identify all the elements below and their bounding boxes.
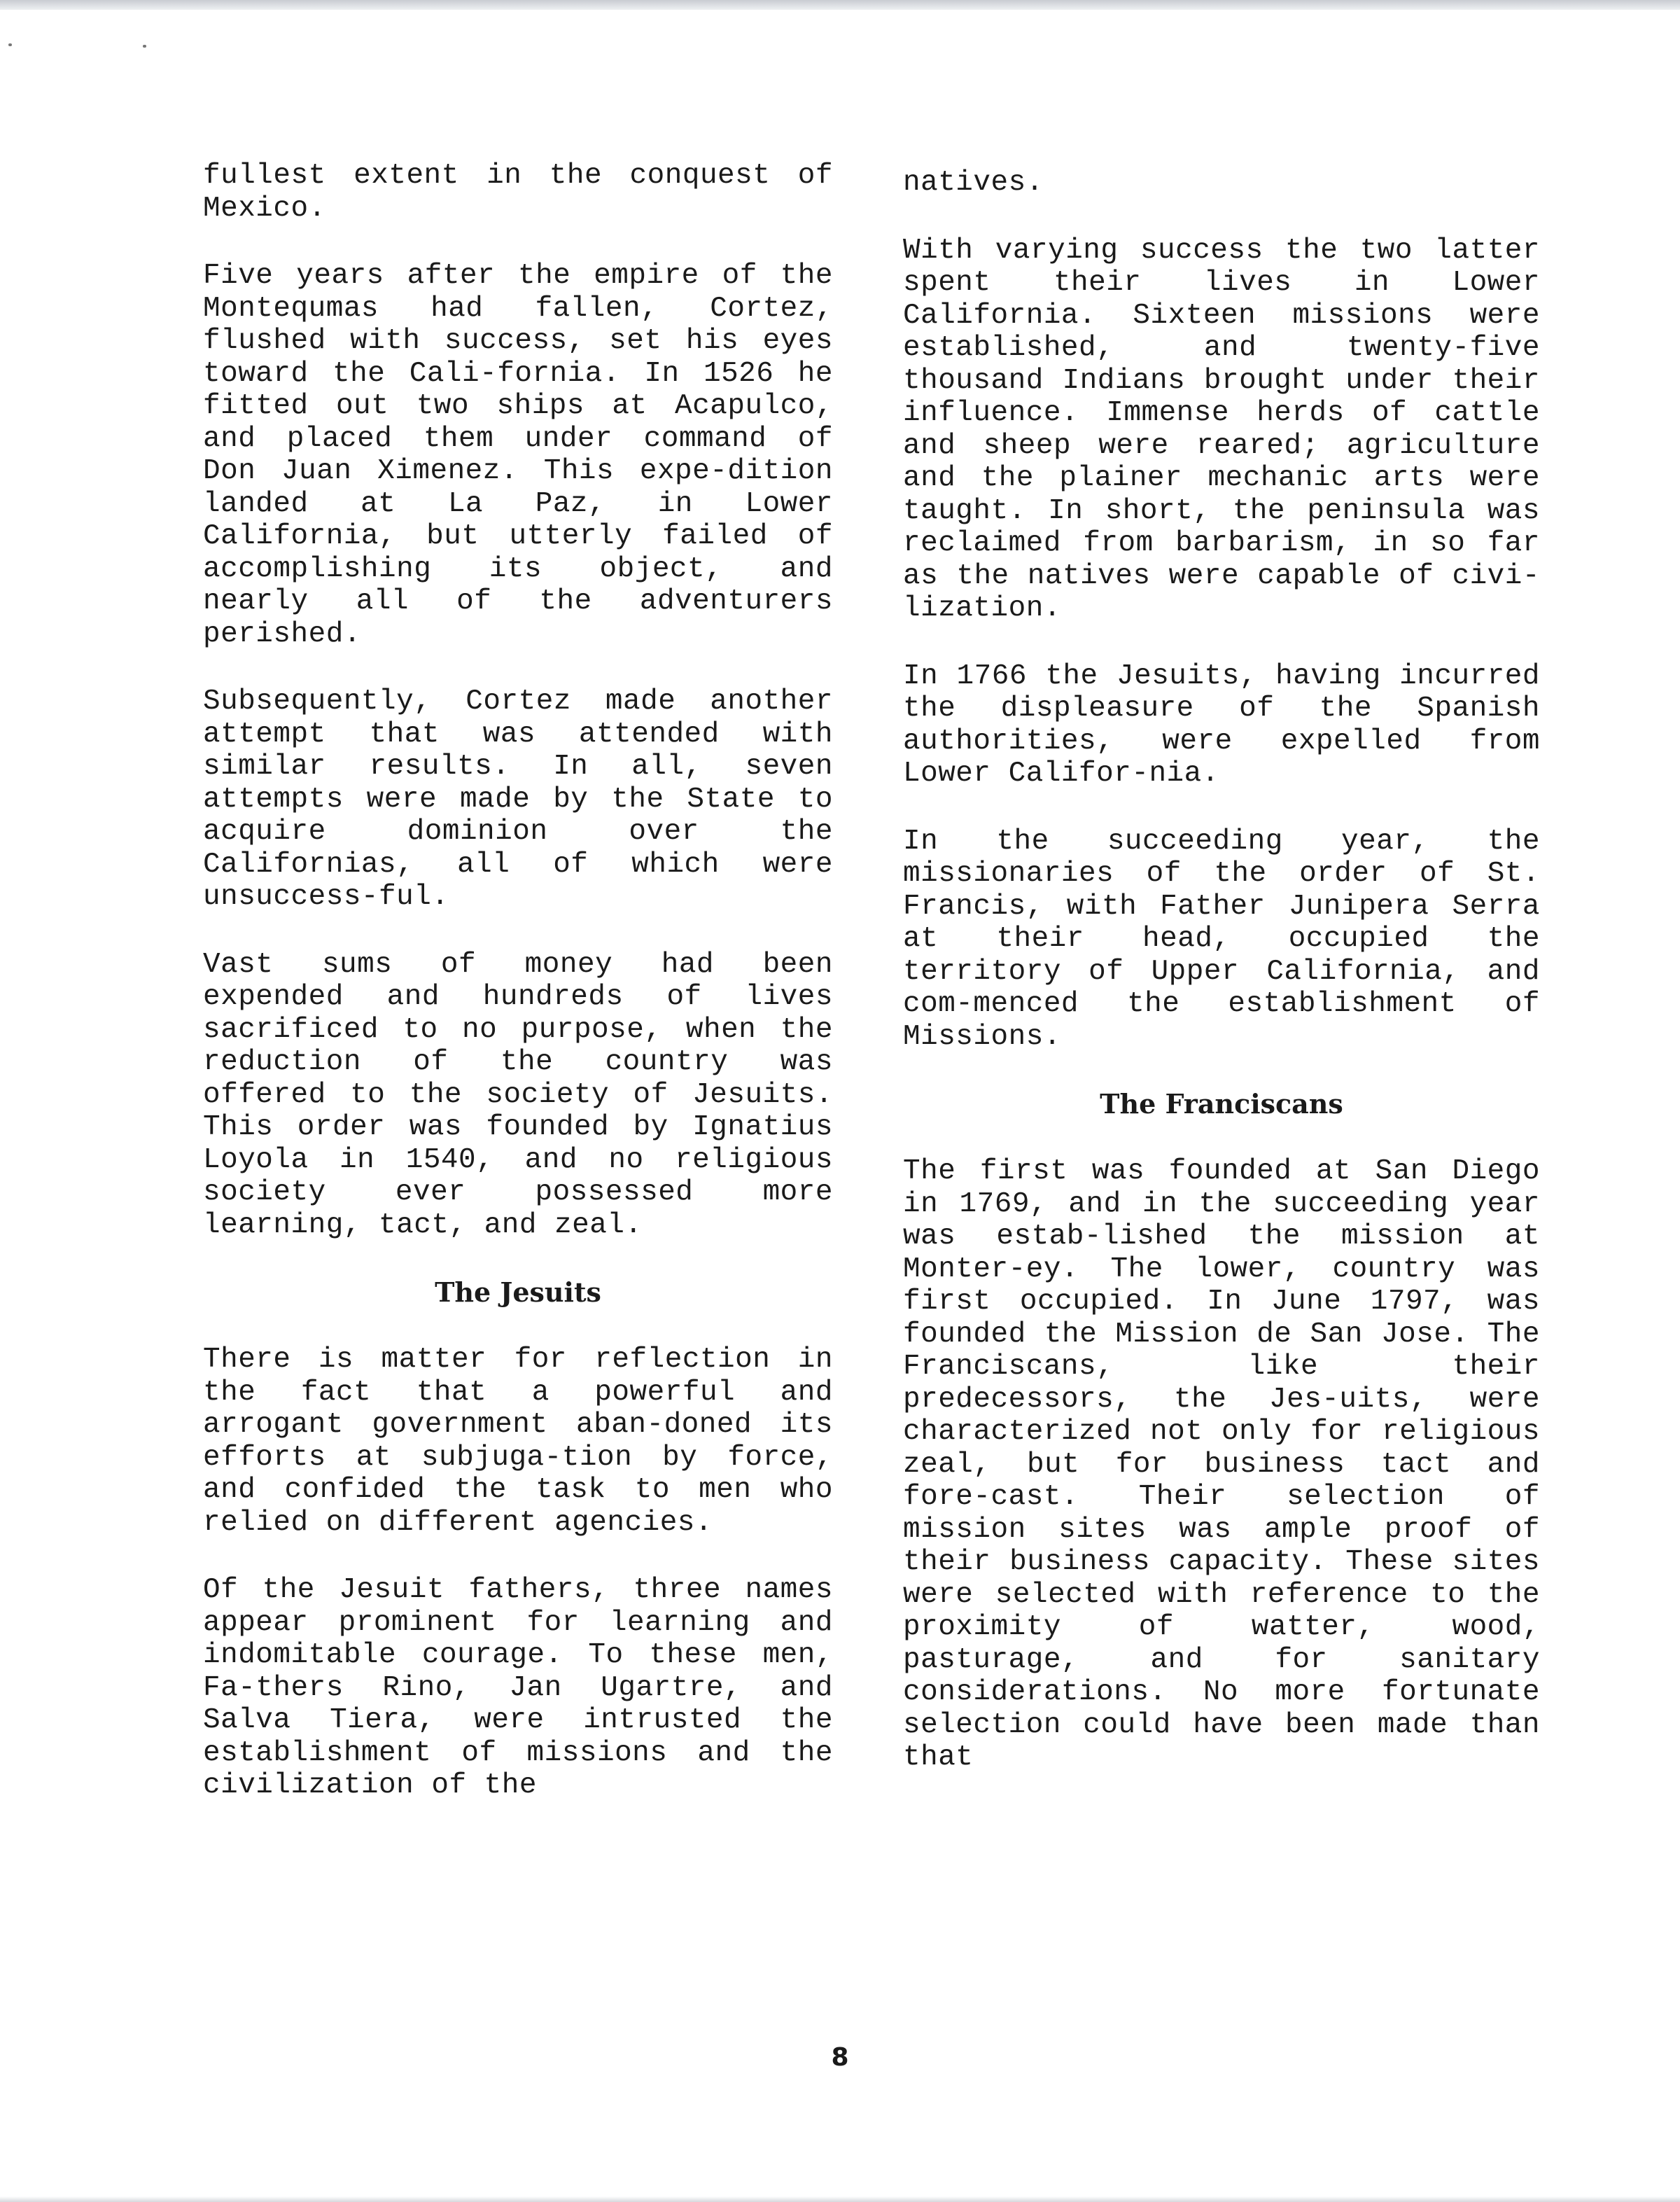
- scan-speck: [8, 43, 12, 46]
- left-column: [203, 160, 833, 1837]
- right-paragraph-2: With varying success the two latter spent their lives in Lower California. Sixteen missions were established, and twenty-five thousand Indians brought under their influence. Immense herds of cattle and sheep were reared; agriculture and the plainer mechanic arts were taught. In short, the peninsula was reclaimed from barbarism, in so far as the natives were capable of civi-lization.: [903, 234, 1540, 625]
- scan-top-edge: [0, 0, 1680, 10]
- scan-speck: [143, 45, 146, 48]
- left-paragraph-1: fullest extent in the conquest of Mexico.: [203, 160, 833, 225]
- right-column: [903, 167, 1540, 1809]
- section-heading-jesuits: The Jesuits: [435, 1276, 601, 1308]
- left-paragraph-3: Subsequently, Cortez made another attempt that was attended with similar results. In all, seven attempts were made by the State to acquire dominion over the Californias, all of which were unsuccess-ful.: [203, 685, 833, 913]
- left-paragraph-2: Five years after the empire of the Montequmas had fallen, Cortez, flushed with success, set his eyes toward the Cali-fornia. In 1526 he fitted out two ships at Acapulco, and placed them under command of Don Juan Ximenez. This expe-dition landed at La Paz, in Lower California, but utterly failed of accomplishing its object, and nearly all of the adventurers perished.: [203, 260, 833, 650]
- right-paragraph-5: The first was founded at San Diego in 1769, and in the succeeding year was estab-lished the mission at Monter-ey. The lower, country was first occupied. In June 1797, was founded the Mission de San Jose. The Franciscans, like their predecessors, the Jes-uits, were characterized not only for religious zeal, but for business tact and fore-cast. Their selection of mission sites was ample proof of their business capacity. These sites were selected with reference to the proximity of watter, wood, pasturage, and for sanitary considerations. No more fortunate selection could have been made than that: [903, 1155, 1540, 1774]
- page-number: 8: [831, 2043, 849, 2072]
- left-paragraph-4: Vast sums of money had been expended and hundreds of lives sacrificed to no purpose, when the reduction of the country was offered to the society of Jesuits. This order was founded by Ignatius Loyola in 1540, and no religious society ever possessed more learning, tact, and zeal.: [203, 948, 833, 1241]
- left-paragraph-5: There is matter for reflection in the fact that a powerful and arrogant government aban-doned its efforts at subjuga-tion by force, and confided the task to men who relied on different agencies.: [203, 1344, 833, 1539]
- scan-bottom-edge: [0, 2196, 1680, 2202]
- right-paragraph-3: In 1766 the Jesuits, having incurred the displeasure of the Spanish authorities, were expelled from Lower Califor-nia.: [903, 660, 1540, 790]
- right-paragraph-1: natives.: [903, 167, 1044, 199]
- section-heading-franciscans: The Franciscans: [1100, 1088, 1343, 1120]
- right-paragraph-4: In the succeeding year, the missionaries of the order of St. Francis, with Father Junipera Serra at their head, occupied the territory of Upper California, and com-menced the establishment of Missions.: [903, 825, 1540, 1053]
- left-paragraph-6: Of the Jesuit fathers, three names appear prominent for learning and indomitable courage. To these men, Fa-thers Rino, Jan Ugartre, and Salva Tiera, were intrusted the establishment of missions and the civilization of the: [203, 1574, 833, 1802]
